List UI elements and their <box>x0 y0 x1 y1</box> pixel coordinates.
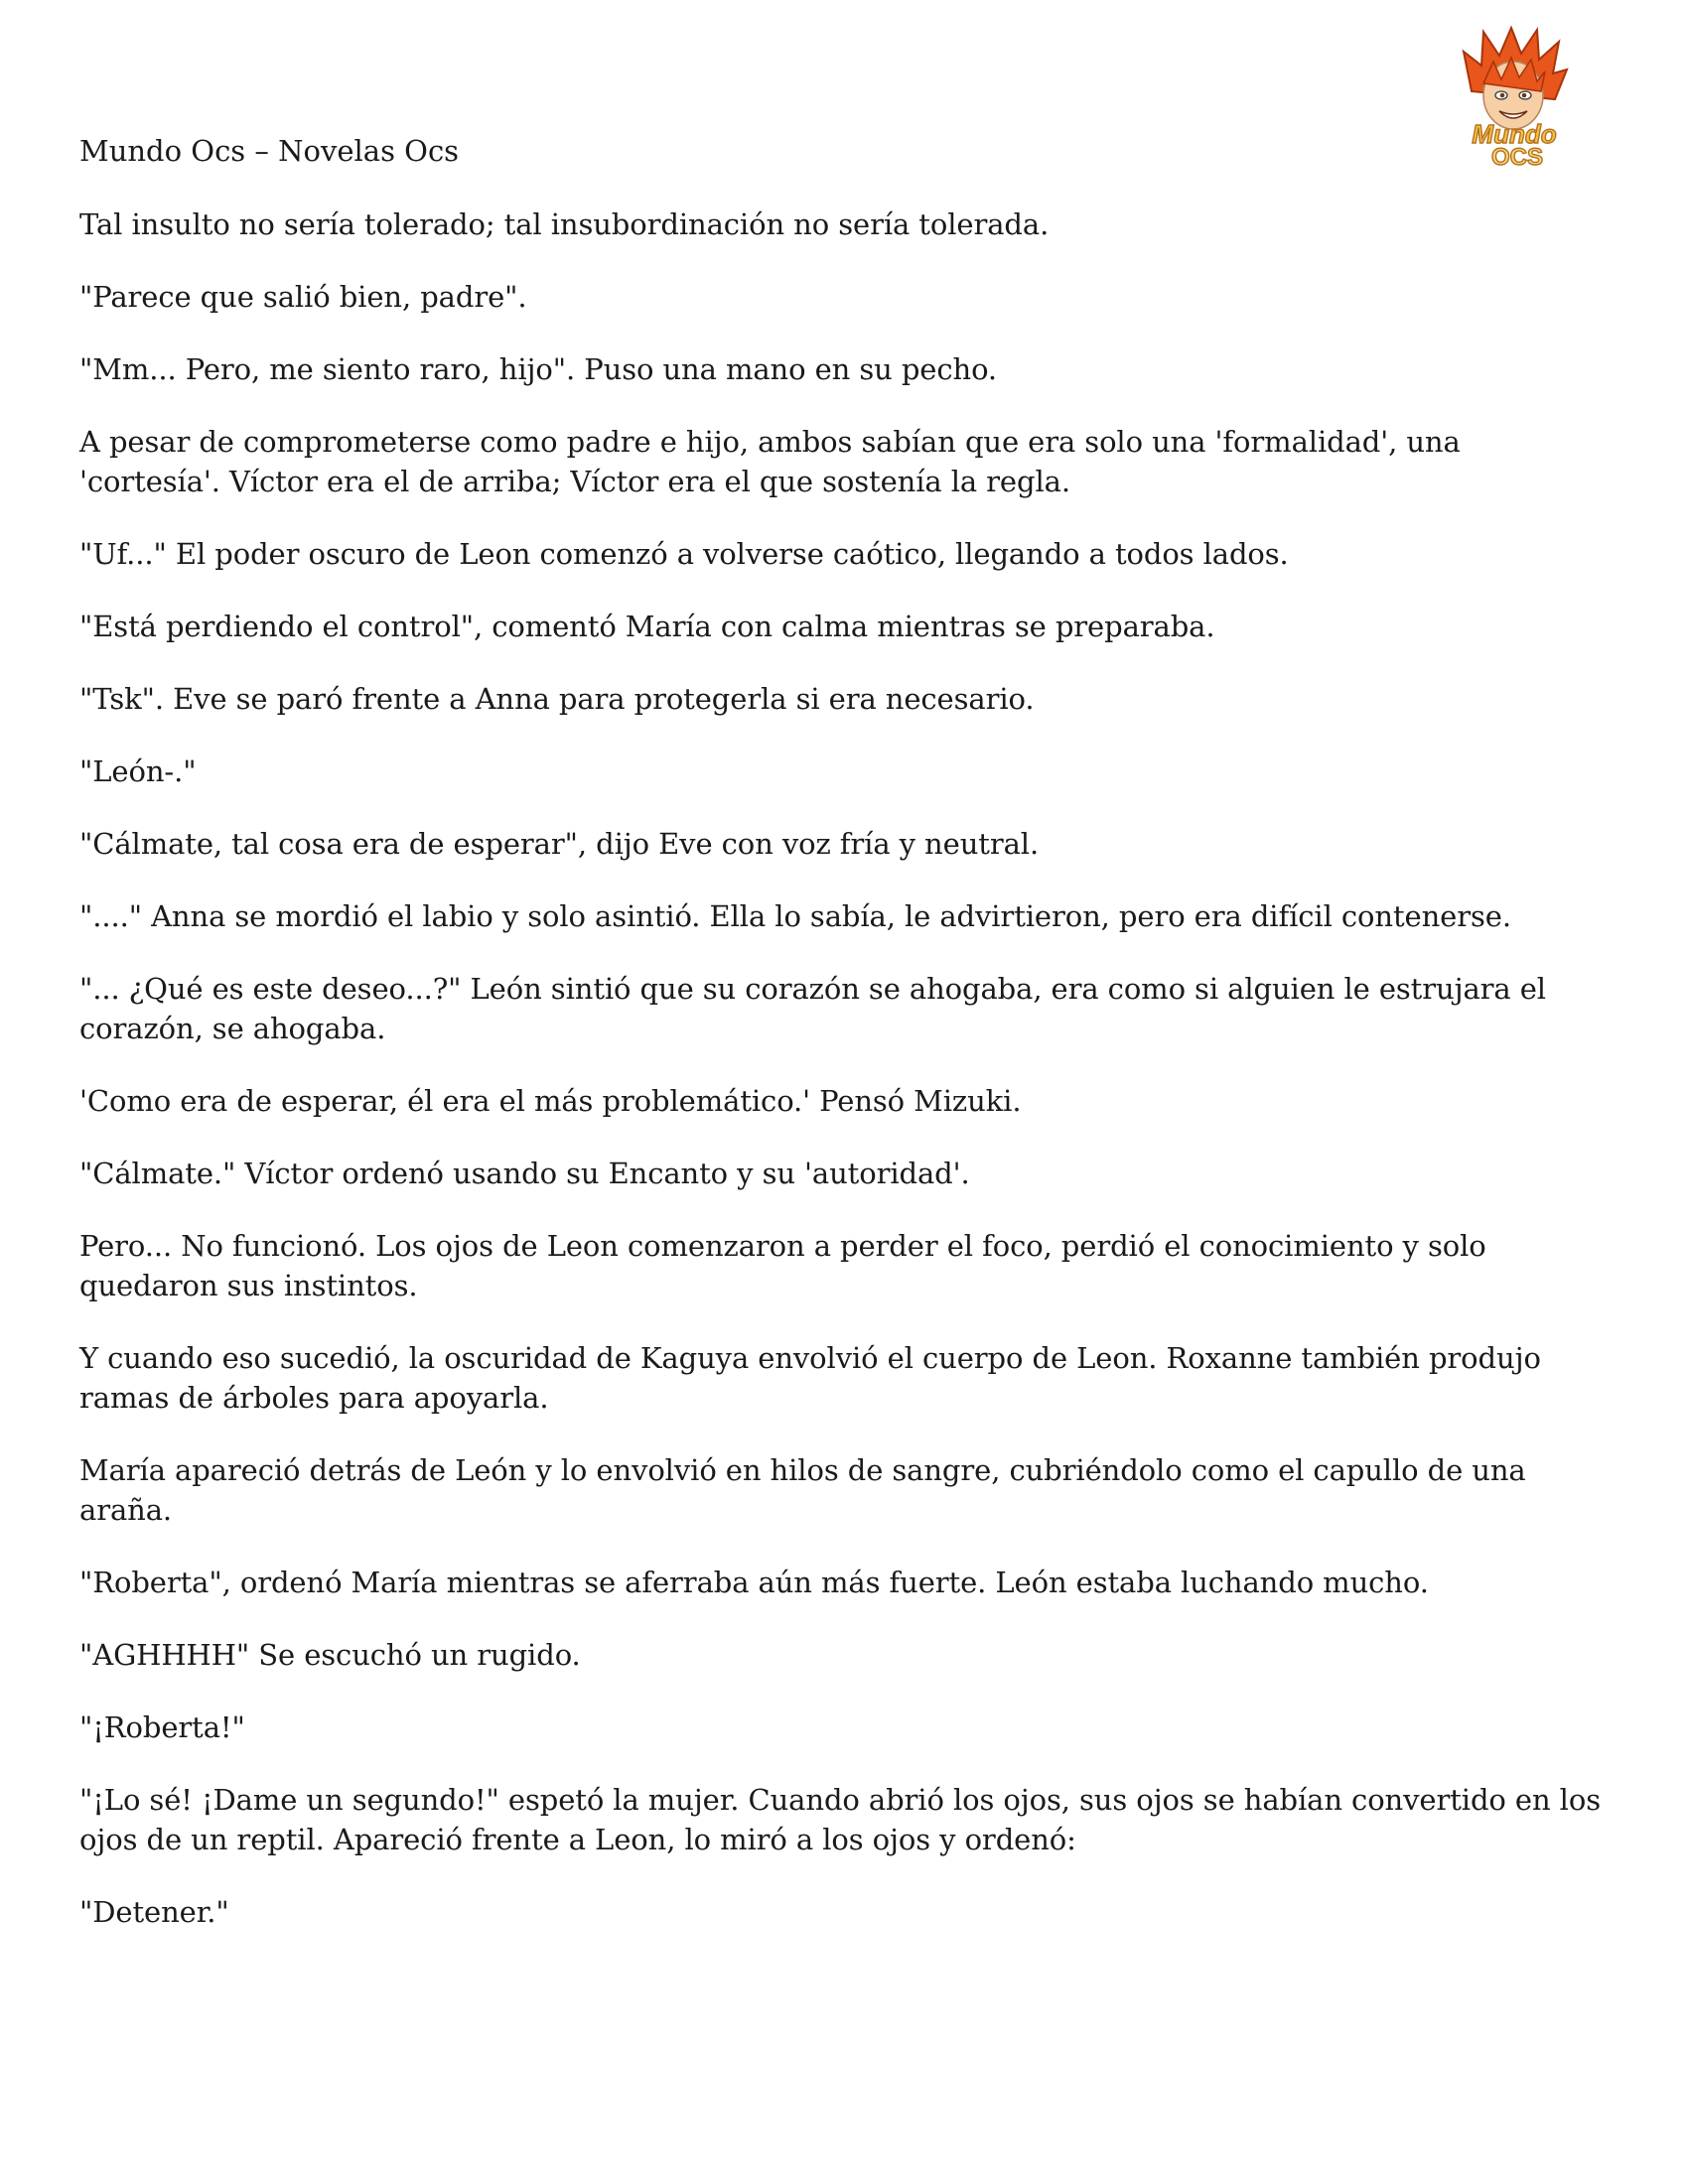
paragraph: "Uf..." El poder oscuro de Leon comenzó a volverse caótico, llegando a todos lados. <box>79 537 1289 571</box>
paragraph: "Roberta", ordenó María mientras se aferraba aún más fuerte. León estaba luchando mucho. <box>79 1566 1429 1599</box>
mundo-ocs-logo <box>1442 22 1587 171</box>
paragraph: "...." Anna se mordió el labio y solo asintió. Ella lo sabía, le advirtieron, pero era difícil contenerse. <box>79 899 1511 933</box>
paragraph: "Cálmate, tal cosa era de esperar", dijo Eve con voz fría y neutral. <box>79 827 1040 861</box>
paragraph: A pesar de comprometerse como padre e hijo, ambos sabían que era solo una 'formalidad', una 'cortesía'. Víctor era el de arriba; Víctor era el que sostenía la regla. <box>79 425 1461 498</box>
paragraph: "Cálmate." Víctor ordenó usando su Encanto y su 'autoridad'. <box>79 1157 970 1190</box>
document-body <box>79 205 1609 1965</box>
paragraph: Tal insulto no sería tolerado; tal insubordinación no sería tolerada. <box>79 207 1050 241</box>
paragraph: "AGHHHH" Se escuchó un rugido. <box>79 1638 581 1672</box>
paragraph: María apareció detrás de León y lo envolvió en hilos de sangre, cubriéndolo como el capullo de una araña. <box>79 1453 1526 1527</box>
paragraph: Pero... No funcionó. Los ojos de Leon comenzaron a perder el foco, perdió el conocimiento y solo quedaron sus instintos. <box>79 1229 1486 1302</box>
svg-text:OCS: OCS <box>1490 144 1544 171</box>
paragraph: "Está perdiendo el control", comentó María con calma mientras se preparaba. <box>79 610 1215 643</box>
paragraph: "¡Lo sé! ¡Dame un segundo!" espetó la mujer. Cuando abrió los ojos, sus ojos se habían convertido en los ojos de un reptil. Apareció frente a Leon, lo miró a los ojos y ordenó: <box>79 1783 1601 1856</box>
paragraph: 'Como era de esperar, él era el más problemático.' Pensó Mizuki. <box>79 1084 1022 1118</box>
paragraph: "León-." <box>79 754 197 788</box>
paragraph: "Mm... Pero, me siento raro, hijo". Puso una mano en su pecho. <box>79 352 998 386</box>
page-header-title: Mundo Ocs – Novelas Ocs <box>79 134 460 168</box>
paragraph: Y cuando eso sucedió, la oscuridad de Kaguya envolvió el cuerpo de Leon. Roxanne también produjo ramas de árboles para apoyarla. <box>79 1341 1541 1415</box>
paragraph: "... ¿Qué es este deseo...?" León sintió que su corazón se ahogaba, era como si alguien le estrujara el corazón, se ahogaba. <box>79 972 1546 1045</box>
paragraph: "Tsk". Eve se paró frente a Anna para protegerla si era necesario. <box>79 682 1035 716</box>
svg-text:Mundo: Mundo <box>1472 119 1557 149</box>
paragraph: "Parece que salió bien, padre". <box>79 280 527 314</box>
paragraph: "Detener." <box>79 1895 229 1929</box>
paragraph: "¡Roberta!" <box>79 1710 245 1744</box>
